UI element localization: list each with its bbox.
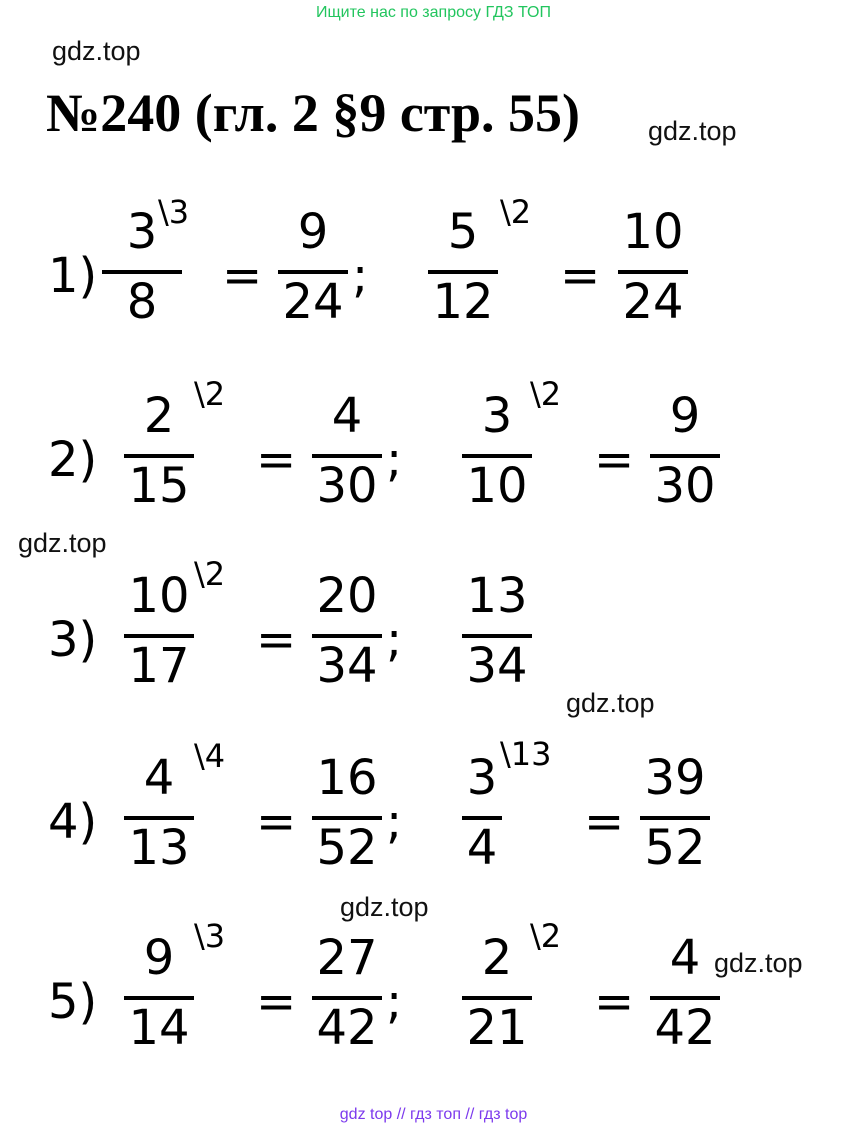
multiplier: \3 — [158, 193, 190, 231]
semicolon: ; — [386, 974, 403, 1030]
watermark: gdz.top — [648, 116, 737, 146]
denominator: 10 — [466, 458, 528, 514]
equals-sign: = — [256, 432, 297, 488]
semicolon: ; — [386, 794, 403, 850]
denominator: 4 — [466, 820, 498, 876]
numerator: 39 — [644, 750, 706, 806]
watermark: gdz.top — [340, 892, 429, 922]
numerator: 27 — [316, 930, 378, 986]
watermark: gdz.top — [566, 688, 655, 718]
row-label: 4) — [48, 794, 98, 850]
watermark: gdz.top — [714, 948, 803, 978]
numerator: 2 — [143, 388, 175, 444]
numerator: 3 — [126, 204, 158, 260]
row-label: 2) — [48, 432, 98, 488]
watermark: gdz.top — [52, 36, 141, 66]
numerator: 9 — [297, 204, 329, 260]
multiplier: \2 — [194, 555, 226, 593]
denominator: 30 — [654, 458, 716, 514]
denominator: 30 — [316, 458, 378, 514]
numerator: 20 — [316, 568, 378, 624]
denominator: 42 — [316, 1000, 378, 1056]
denominator: 24 — [622, 274, 684, 330]
semicolon: ; — [386, 612, 403, 668]
numerator: 4 — [669, 930, 701, 986]
watermark: gdz.top — [18, 528, 107, 558]
denominator: 52 — [316, 820, 378, 876]
equals-sign: = — [594, 974, 635, 1030]
search-banner: Ищите нас по запросу ГДЗ ТОП — [316, 4, 551, 21]
row-label: 5) — [48, 974, 98, 1030]
equals-sign: = — [584, 794, 625, 850]
numerator: 4 — [143, 750, 175, 806]
denominator: 42 — [654, 1000, 716, 1056]
numerator: 10 — [128, 568, 190, 624]
semicolon: ; — [352, 248, 369, 304]
row-label: 1) — [48, 248, 98, 304]
denominator: 21 — [466, 1000, 528, 1056]
numerator: 2 — [481, 930, 513, 986]
row-label: 3) — [48, 612, 98, 668]
equals-sign: = — [594, 432, 635, 488]
multiplier: \2 — [530, 375, 562, 413]
equals-sign: = — [560, 248, 601, 304]
equals-sign: = — [256, 612, 297, 668]
numerator: 3 — [481, 388, 513, 444]
equals-sign: = — [256, 794, 297, 850]
denominator: 34 — [316, 638, 378, 694]
denominator: 52 — [644, 820, 706, 876]
numerator: 4 — [331, 388, 363, 444]
denominator: 13 — [128, 820, 190, 876]
multiplier: \2 — [530, 917, 562, 955]
multiplier: \13 — [500, 735, 552, 773]
denominator: 8 — [126, 274, 158, 330]
numerator: 9 — [669, 388, 701, 444]
equals-sign: = — [222, 248, 263, 304]
multiplier: \4 — [194, 737, 226, 775]
equals-sign: = — [256, 974, 297, 1030]
numerator: 5 — [447, 204, 479, 260]
multiplier: \3 — [194, 917, 226, 955]
numerator: 13 — [466, 568, 528, 624]
denominator: 34 — [466, 638, 528, 694]
numerator: 16 — [316, 750, 378, 806]
multiplier: \2 — [500, 193, 532, 231]
denominator: 12 — [432, 274, 494, 330]
exercise-title: №240 (гл. 2 §9 стр. 55) — [46, 83, 580, 143]
denominator: 14 — [128, 1000, 190, 1056]
footer-links: gdz top // гдз топ // гдз top — [339, 1106, 528, 1123]
denominator: 15 — [128, 458, 190, 514]
numerator: 9 — [143, 930, 175, 986]
denominator: 17 — [128, 638, 190, 694]
semicolon: ; — [386, 432, 403, 488]
numerator: 3 — [466, 750, 498, 806]
multiplier: \2 — [194, 375, 226, 413]
numerator: 10 — [622, 204, 684, 260]
denominator: 24 — [282, 274, 344, 330]
